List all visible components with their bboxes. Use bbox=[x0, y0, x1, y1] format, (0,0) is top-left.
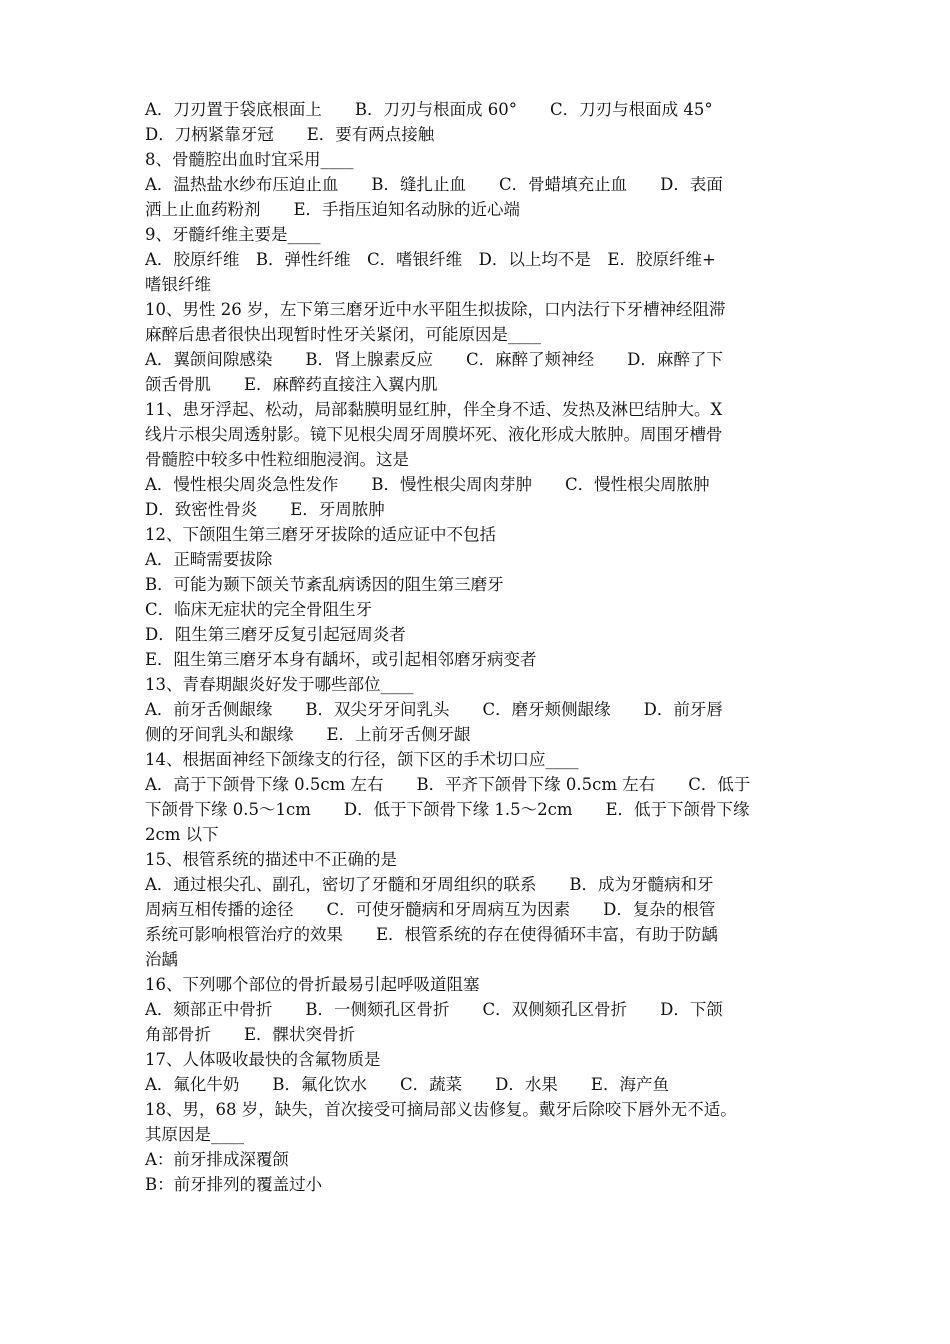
question-stem: 12、下颌阻生第三磨牙牙拔除的适应证中不包括 bbox=[145, 525, 496, 544]
question-stem: 骨髓腔中较多中性粒细胞浸润。这是 bbox=[145, 450, 409, 469]
question-stem: 9、牙髓纤维主要是____ bbox=[145, 225, 321, 244]
text-line: D．阻生第三磨牙反复引起冠周炎者 bbox=[145, 625, 406, 644]
text-line: A：前牙排成深覆颌 bbox=[145, 1150, 289, 1169]
text-line: A．慢性根尖周炎急性发作 B．慢性根尖周肉芽肿 C．慢性根尖周脓肿 bbox=[145, 475, 710, 494]
text-line: 嗜银纤维 bbox=[145, 275, 211, 294]
question-stem: 14、根据面神经下颌缘支的行径，颌下区的手术切口应____ bbox=[145, 750, 579, 769]
text-line: A．温热盐水纱布压迫止血 B．缝扎止血 C．骨蜡填充止血 D．表面 bbox=[145, 175, 723, 194]
text-line: A．氟化牛奶 B．氟化饮水 C．蔬菜 D．水果 E．海产鱼 bbox=[145, 1075, 669, 1094]
text-line: A．高于下颌骨下缘 0.5cm 左右 B．平齐下颌骨下缘 0.5cm 左右 C．低于 bbox=[145, 775, 751, 794]
text-line: B：前牙排列的覆盖过小 bbox=[145, 1175, 323, 1194]
text-line: A．通过根尖孔、副孔，密切了牙髓和牙周组织的联系 B．成为牙髓病和牙 bbox=[145, 875, 714, 894]
text-line: A．前牙舌侧龈缘 B．双尖牙牙间乳头 C．磨牙颊侧龈缘 D．前牙唇 bbox=[145, 700, 723, 719]
question-stem: 线片示根尖周透射影。镜下见根尖周牙周膜坏死、液化形成大脓肿。周围牙槽骨 bbox=[145, 425, 723, 444]
text-line: 洒上止血药粉剂 E．手指压迫知名动脉的近心端 bbox=[145, 200, 521, 219]
text-line: 治龋 bbox=[145, 950, 178, 969]
text-line: 颌舌骨肌 E．麻醉药直接注入翼内肌 bbox=[145, 375, 438, 394]
text-line: 角部骨折 E．髁状突骨折 bbox=[145, 1025, 356, 1044]
question-stem: 10、男性 26 岁，左下第三磨牙近中水平阻生拟拔除，口内法行下牙槽神经阻滞 bbox=[145, 300, 726, 319]
text-line: 周病互相传播的途径 C．可使牙髓病和牙周病互为因素 D．复杂的根管 bbox=[145, 900, 716, 919]
text-line: A．刀刃置于袋底根面上 B．刀刃与根面成 60° C．刀刃与根面成 45° bbox=[145, 100, 713, 119]
text-line: D．刀柄紧靠牙冠 E．要有两点接触 bbox=[145, 125, 435, 144]
question-stem: 17、人体吸收最快的含氟物质是 bbox=[145, 1050, 381, 1069]
question-stem: 16、下列哪个部位的骨折最易引起呼吸道阻塞 bbox=[145, 975, 480, 994]
text-line: A．正畸需要拔除 bbox=[145, 550, 273, 569]
question-stem: 15、根管系统的描述中不正确的是 bbox=[145, 850, 397, 869]
question-stem: 11、患牙浮起、松动，局部黏膜明显红肿，伴全身不适、发热及淋巴结肿大。X bbox=[145, 400, 723, 419]
text-line: A．翼颌间隙感染 B．肾上腺素反应 C．麻醉了颊神经 D．麻醉了下 bbox=[145, 350, 723, 369]
document-page bbox=[145, 97, 810, 1197]
question-stem: 13、青春期龈炎好发于哪些部位____ bbox=[145, 675, 414, 694]
text-line: A．胶原纤维 B．弹性纤维 C．嗜银纤维 D．以上均不是 E．胶原纤维+ bbox=[145, 250, 716, 269]
text-line: B．可能为颞下颌关节紊乱病诱因的阻生第三磨牙 bbox=[145, 575, 504, 594]
question-stem: 麻醉后患者很快出现暂时性牙关紧闭，可能原因是____ bbox=[145, 325, 541, 344]
text-line: A．颏部正中骨折 B．一侧颏孔区骨折 C．双侧颏孔区骨折 D．下颌 bbox=[145, 1000, 723, 1019]
text-line: C．临床无症状的完全骨阻生牙 bbox=[145, 600, 373, 619]
text-line: E．阻生第三磨牙本身有龋坏，或引起相邻磨牙病变者 bbox=[145, 650, 537, 669]
text-line: 系统可影响根管治疗的效果 E．根管系统的存在使得循环丰富，有助于防龋 bbox=[145, 925, 719, 944]
question-stem: 8、骨髓腔出血时宜采用____ bbox=[145, 150, 354, 169]
question-stem: 其原因是____ bbox=[145, 1125, 244, 1144]
text-line: 2cm 以下 bbox=[145, 825, 219, 844]
text-line: 下颌骨下缘 0.5～1cm D．低于下颌骨下缘 1.5～2cm E．低于下颌骨下缘 bbox=[145, 800, 750, 819]
text-line: 侧的牙间乳头和龈缘 E．上前牙舌侧牙龈 bbox=[145, 725, 471, 744]
question-stem: 18、男，68 岁，缺失，首次接受可摘局部义齿修复。戴牙后除咬下唇外无不适。 bbox=[145, 1100, 737, 1119]
text-line: D．致密性骨炎 E．牙周脓肿 bbox=[145, 500, 385, 519]
